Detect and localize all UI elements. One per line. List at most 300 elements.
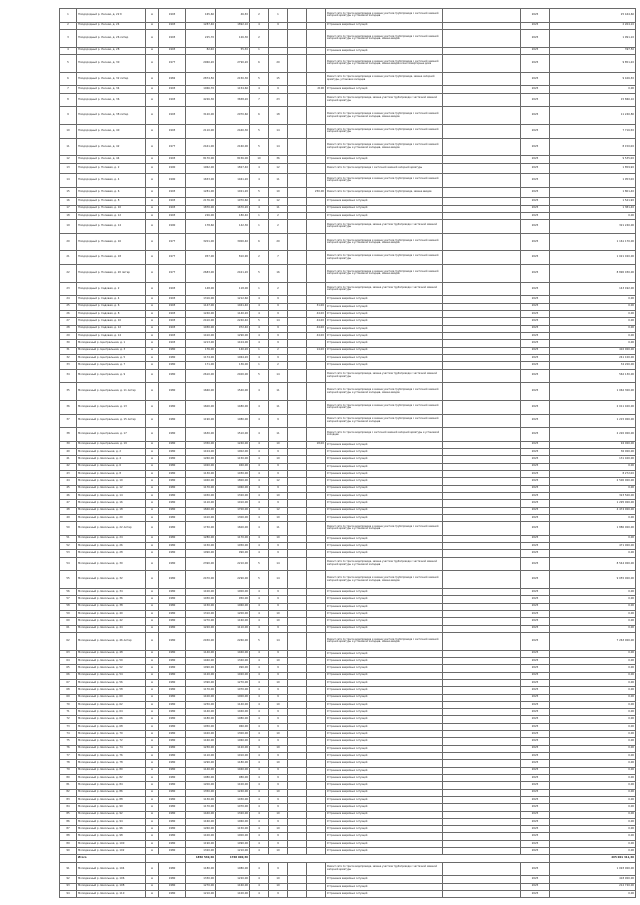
cell-no: 2 <box>60 22 77 29</box>
cell-len: 2450,00 <box>186 632 216 650</box>
cell-cost: 0,00 <box>550 774 636 781</box>
table-row <box>60 470 636 477</box>
cell-cost: 0,00 <box>550 610 636 617</box>
cell-d <box>307 205 326 212</box>
cell-blank <box>443 694 521 701</box>
cell-cost: 0,00 <box>550 303 636 310</box>
cell-len: 1080,00 <box>186 774 216 781</box>
cell-desc: Ремонт сети по трассе водопровода и замене участков трубопровода с частичной заменой запорной арматуры и установкой колодцев <box>326 414 443 428</box>
cell-b: 10 <box>269 745 288 752</box>
cell-name: Молодежный р. Центральная, д. 7 <box>77 362 146 369</box>
cell-b: 9 <box>269 796 288 803</box>
cell-c <box>288 383 307 401</box>
cell-cost: 36 000,00 <box>550 449 636 456</box>
cell-b: 10 <box>269 760 288 767</box>
cell-no: 38 <box>60 428 77 442</box>
cell-d <box>307 753 326 760</box>
cell-a: 4 <box>250 456 269 463</box>
cell-desc: Устранение аварийных ситуаций <box>326 543 443 550</box>
cell-desc: Ремонт сети по трассе водопровода и замене участков трубопровода с частичной заменой запорной арматуры <box>326 125 443 139</box>
cell-d <box>307 156 326 163</box>
cell-b: 9 <box>269 840 288 847</box>
cell-a: 4 <box>250 603 269 610</box>
cell-a: 4 <box>250 618 269 625</box>
cell-b: 11 <box>269 205 288 212</box>
cell-len: 2874,50 <box>186 72 216 86</box>
cell-cost: 1 161 170,00 <box>550 233 636 251</box>
table-row <box>60 325 636 332</box>
cell-unit: м <box>146 333 159 340</box>
cell-vol: 1480,00 <box>216 400 250 414</box>
cell-cost: 0,00 <box>550 463 636 470</box>
cell-cost: 0,00 <box>550 687 636 694</box>
cell-desc: Устранение аварийных ситуаций <box>326 890 443 897</box>
cell-unit: м <box>146 618 159 625</box>
table-row <box>60 804 636 811</box>
cell-unit: м <box>146 187 159 197</box>
cell-a: 4 <box>250 311 269 318</box>
cell-no: 42 <box>60 463 77 470</box>
cell-blank <box>443 93 521 107</box>
cell-desc: Устранение аварийных ситуаций <box>326 687 443 694</box>
cell-no: 57 <box>60 596 77 603</box>
cell-d: 44,00 <box>307 311 326 318</box>
cell-no: 4 <box>60 47 77 54</box>
cell-blank <box>443 163 521 173</box>
cell-a: 4 <box>250 848 269 855</box>
cell-no: 70 <box>60 701 77 708</box>
cell-vol: 1040,00 <box>216 650 250 657</box>
cell-d <box>307 354 326 361</box>
cell-yr2: 2025 <box>521 500 550 507</box>
cell-desc: Устранение аварийных ситуаций <box>326 303 443 310</box>
cell-blank <box>443 811 521 818</box>
cell-a: 4 <box>250 522 269 536</box>
cell-yr2: 2025 <box>521 303 550 310</box>
cell-year: 1980 <box>159 665 186 672</box>
cell-desc: Устранение аварийных ситуаций <box>326 507 443 514</box>
cell-len: 1210,00 <box>186 890 216 897</box>
cell-blank <box>443 782 521 789</box>
cell-vol: 1070,00 <box>216 687 250 694</box>
cell-vol: 142,30 <box>216 220 250 234</box>
cell-b: 9 <box>269 463 288 470</box>
cell-unit: м <box>146 890 159 897</box>
cell-d: 31,00 <box>307 303 326 310</box>
cell-c <box>288 876 307 883</box>
table-row <box>60 441 636 448</box>
cell-a: 4 <box>250 163 269 173</box>
cell-a: 4 <box>250 205 269 212</box>
cell-cost: 1 215 000,00 <box>550 414 636 428</box>
cell-no: 41 <box>60 456 77 463</box>
cell-cost: 0,00 <box>550 782 636 789</box>
table-row <box>60 333 636 340</box>
cell-desc: Устранение аварийных ситуаций <box>326 818 443 825</box>
cell-yr2: 2025 <box>521 625 550 632</box>
cell-a: 4 <box>250 650 269 657</box>
cell-unit: м <box>146 543 159 550</box>
cell-c <box>288 47 307 54</box>
cell-len: 4226,30 <box>186 93 216 107</box>
cell-blank <box>443 347 521 354</box>
cell-len: 1840,00 <box>186 507 216 514</box>
cell-cost: 0,00 <box>550 789 636 796</box>
cell-vol: 1200,00 <box>216 610 250 617</box>
cell-desc: Устранение аварийных ситуаций <box>326 745 443 752</box>
cell-cost: 0,00 <box>550 212 636 219</box>
table-row <box>60 296 636 303</box>
cell-no: 76 <box>60 745 77 752</box>
cell-a: 1 <box>250 220 269 234</box>
cell-no: 33 <box>60 362 77 369</box>
cell-yr2: 2025 <box>521 716 550 723</box>
cell-unit: м <box>146 282 159 296</box>
cell-desc: Устранение аварийных ситуаций <box>326 767 443 774</box>
cell-a: 6 <box>250 233 269 251</box>
table-row <box>60 753 636 760</box>
cell-d <box>307 883 326 890</box>
cell-len: 1100,00 <box>186 694 216 701</box>
cell-name: Молодежный р. Школьная, д. 38 <box>77 603 146 610</box>
cell-b: 11 <box>269 174 288 188</box>
cell-vol: 1240,00 <box>216 441 250 448</box>
cell-yr2: 2025 <box>521 220 550 234</box>
cell-len: 1020,00 <box>186 463 216 470</box>
cell-name: Молодежный р. Центральная, д. 17 <box>77 428 146 442</box>
cell-year: 1977 <box>159 233 186 251</box>
cell-cost: 0,00 <box>550 333 636 340</box>
cell-no: 61 <box>60 625 77 632</box>
cell-vol: 1041,40 <box>216 303 250 310</box>
cell-year: 1980 <box>159 463 186 470</box>
cell-a: 4 <box>250 709 269 716</box>
cell-name: Плодородный р. Полевая, д. 14 <box>77 220 146 234</box>
cell-desc: Ремонт сети по трассе водопровода и замене участков трубопровода с частичной заменой запорной арматуры и установкой колодцев, замена вводов <box>326 571 443 589</box>
cell-d <box>307 478 326 485</box>
cell-cost: 2 264,10 <box>550 22 636 29</box>
cell-name: Молодежный р. Школьная, д. 10 <box>77 478 146 485</box>
cell-a: 4 <box>250 535 269 542</box>
cell-b: 10 <box>269 731 288 738</box>
cell-blank <box>443 818 521 825</box>
cell-yr2: 2025 <box>521 571 550 589</box>
cell-cost: 1 801,40 <box>550 187 636 197</box>
total-label: Итого <box>77 855 146 862</box>
cell-b: 9 <box>269 470 288 477</box>
cell-no: 7 <box>60 86 77 93</box>
cell-unit: м <box>146 753 159 760</box>
cell-yr2: 2025 <box>521 679 550 686</box>
cell-len: 1150,00 <box>186 543 216 550</box>
cell-c <box>288 804 307 811</box>
cell-cost: 0,00 <box>550 767 636 774</box>
cell-no: 75 <box>60 738 77 745</box>
cell-unit: м <box>146 383 159 401</box>
cell-a: 4 <box>250 610 269 617</box>
cell-cost: 1 381,40 <box>550 205 636 212</box>
cell-yr2: 2025 <box>521 804 550 811</box>
cell-desc: Устранение аварийных ситуаций <box>326 625 443 632</box>
table-row <box>60 782 636 789</box>
cell-b: 14 <box>269 632 288 650</box>
cell-b: 9 <box>269 340 288 347</box>
cell-c <box>288 767 307 774</box>
cell-vol: 1104,00 <box>216 340 250 347</box>
cell-d <box>307 804 326 811</box>
cell-d <box>307 694 326 701</box>
cell-desc: Ремонт сети по трассе водопровода и замене участков трубопровода с частичной заменой запорной арматуры и установкой колодцев, замена вводов <box>326 138 443 156</box>
cell-unit: м <box>146 514 159 521</box>
cell-yr2: 2025 <box>521 665 550 672</box>
cell-unit: м <box>146 603 159 610</box>
cell-b: 11 <box>269 400 288 414</box>
cell-len: 1220,00 <box>186 625 216 632</box>
table-row <box>60 709 636 716</box>
cell-blank <box>443 507 521 514</box>
cell-yr2: 2025 <box>521 400 550 414</box>
cell-len: 1260,00 <box>186 456 216 463</box>
cell-a: 2 <box>250 251 269 265</box>
cell-a: 4 <box>250 507 269 514</box>
cell-blank <box>443 500 521 507</box>
cell-year: 1980 <box>159 811 186 818</box>
cell-vol: 1000,00 <box>216 589 250 596</box>
cell-no: 86 <box>60 818 77 825</box>
cell-vol: 1160,00 <box>216 883 250 890</box>
cell-cost: 7 716,50 <box>550 125 636 139</box>
cell-unit: м <box>146 198 159 205</box>
cell-d <box>307 72 326 86</box>
cell-name: Молодежный р. Школьная, д. 70 <box>77 731 146 738</box>
cell-no: 48 <box>60 507 77 514</box>
cell-len: 1287,40 <box>186 22 216 29</box>
cell-desc: Устранение аварийных ситуаций <box>326 205 443 212</box>
cell-d <box>307 107 326 125</box>
cell-cost: 1 953,00 <box>550 174 636 188</box>
cell-cost: 397,50 <box>550 47 636 54</box>
cell-year: 1980 <box>159 428 186 442</box>
cell-len: 1030,00 <box>186 596 216 603</box>
cell-a: 6 <box>250 54 269 72</box>
cell-year: 1980 <box>159 400 186 414</box>
cell-unit: м <box>146 774 159 781</box>
cell-no: 11 <box>60 138 77 156</box>
cell-vol: 980,00 <box>216 774 250 781</box>
cell-len: 2470,00 <box>186 571 216 589</box>
cell-desc: Устранение аварийных ситуаций <box>326 610 443 617</box>
cell-a: 5 <box>250 138 269 156</box>
cell-b: 14 <box>269 138 288 156</box>
cell-a: 4 <box>250 589 269 596</box>
cell-cost: 0,00 <box>550 672 636 679</box>
cell-name: Молодежный р. Центральная, д. 3 <box>77 347 146 354</box>
cell-no: 53 <box>60 550 77 557</box>
cell-vol: 1290,00 <box>216 333 250 340</box>
cell-desc: Ремонт сети по трассе водопровода и замене участков трубопровода с частичной заменой запорной арматуры и установкой колодцев, замена вводов <box>326 29 443 47</box>
cell-c <box>288 303 307 310</box>
cell-no: 49 <box>60 514 77 521</box>
cell-no: 60 <box>60 618 77 625</box>
table-row <box>60 514 636 521</box>
cell-vol: 1300,00 <box>216 731 250 738</box>
cell-unit: м <box>146 9 159 23</box>
cell-blank <box>443 463 521 470</box>
cell-year: 1980 <box>159 883 186 890</box>
cell-c <box>288 782 307 789</box>
cell-year: 1993 <box>159 107 186 125</box>
cell-name: Молодежный р. Школьная, д. 36 <box>77 596 146 603</box>
cell-vol: 1010,00 <box>216 500 250 507</box>
cell-desc: Устранение аварийных ситуаций <box>326 760 443 767</box>
cell-unit: м <box>146 470 159 477</box>
cell-len: 1410,00 <box>186 333 216 340</box>
cell-no: 43 <box>60 470 77 477</box>
cell-year: 1980 <box>159 672 186 679</box>
cell-unit: м <box>146 212 159 219</box>
cell-no: 51 <box>60 535 77 542</box>
cell-desc: Устранение аварийных ситуаций <box>326 753 443 760</box>
cell-d <box>307 383 326 401</box>
cell-desc: Устранение аварийных ситуаций <box>326 826 443 833</box>
cell-blank <box>443 311 521 318</box>
cell-desc: Ремонт сети по трассе водопровода, замена участков трубопровода с частичной заменой запорной арматуры <box>326 93 443 107</box>
total-row <box>60 855 636 862</box>
cell-len: 1280,00 <box>186 535 216 542</box>
cell-year: 1980 <box>159 745 186 752</box>
cell-year: 1977 <box>159 54 186 72</box>
cell-a: 10 <box>250 156 269 163</box>
cell-d: 44,00 <box>307 325 326 332</box>
cell-yr2: 2025 <box>521 550 550 557</box>
cell-name: Молодежный р. Центральная, д. 5 <box>77 354 146 361</box>
table-row <box>60 492 636 499</box>
cell-b: 9 <box>269 650 288 657</box>
cell-d <box>307 818 326 825</box>
cell-desc: Устранение аварийных ситуаций <box>326 782 443 789</box>
cell-blank <box>443 383 521 401</box>
cell-blank <box>443 625 521 632</box>
table-row <box>60 535 636 542</box>
cell-b: 9 <box>269 354 288 361</box>
cell-cost: 7 263 000,00 <box>550 632 636 650</box>
cell-no: 50 <box>60 522 77 536</box>
cell-unit: м <box>146 632 159 650</box>
cell-desc: Устранение аварийных ситуаций <box>326 833 443 840</box>
cell-desc: Устранение аварийных ситуаций <box>326 665 443 672</box>
cell-desc: Устранение аварийных ситуаций <box>326 47 443 54</box>
cell-desc: Ремонт сети по трассе водопровода и замене участков трубопровода с частичной заменой запорной арматуры и установкой колодцев, замена вводов в многоквартирные дома <box>326 54 443 72</box>
cell-c <box>288 233 307 251</box>
cell-year: 1980 <box>159 694 186 701</box>
cell-blank <box>443 535 521 542</box>
cell-d <box>307 29 326 47</box>
cell-yr2: 2025 <box>521 745 550 752</box>
cell-blank <box>443 826 521 833</box>
cell-a: 4 <box>250 679 269 686</box>
cell-a: 4 <box>250 174 269 188</box>
cell-yr2: 2025 <box>521 796 550 803</box>
cell-cost: 0,00 <box>550 848 636 855</box>
cell-vol: 1080,00 <box>216 716 250 723</box>
cell-len: 2683,00 <box>186 265 216 283</box>
cell-d <box>307 550 326 557</box>
cell-yr2: 2025 <box>521 125 550 139</box>
cell-cost: 562 130,00 <box>550 369 636 383</box>
cell-cost: 0,00 <box>550 833 636 840</box>
cell-yr2: 2025 <box>521 347 550 354</box>
cell-len: 1730,00 <box>186 522 216 536</box>
table-row <box>60 318 636 325</box>
cell-cost: 2 011 400,00 <box>550 400 636 414</box>
cell-yr2: 2025 <box>521 198 550 205</box>
cell-b: 10 <box>269 679 288 686</box>
cell-d <box>307 514 326 521</box>
cell-len: 148,00 <box>186 282 216 296</box>
cell-blank <box>443 174 521 188</box>
cell-yr2: 2025 <box>521 522 550 536</box>
cell-c <box>288 333 307 340</box>
cell-c <box>288 492 307 499</box>
table-row <box>60 625 636 632</box>
cell-a: 4 <box>250 198 269 205</box>
cell-name: Молодежный р. Школьная, д. 14 <box>77 492 146 499</box>
cell-c <box>288 156 307 163</box>
cell-c <box>288 354 307 361</box>
cell-c <box>288 833 307 840</box>
cell-c <box>288 632 307 650</box>
cell-no: 92 <box>60 876 77 883</box>
cell-len: 1190,00 <box>186 414 216 428</box>
cell-len: 1190,00 <box>186 840 216 847</box>
cell-desc: Устранение аварийных ситуаций <box>326 774 443 781</box>
cell-d <box>307 296 326 303</box>
table-row <box>60 347 636 354</box>
cell-vol: 990,00 <box>216 665 250 672</box>
cell-name: Плодородный р. Полевая, д. 12 <box>77 212 146 219</box>
cell-unit: м <box>146 596 159 603</box>
cell-blank <box>443 883 521 890</box>
cell-unit: м <box>146 400 159 414</box>
cell-unit: м <box>146 205 159 212</box>
cell-b: 9 <box>269 589 288 596</box>
cell-b: 9 <box>269 782 288 789</box>
cell-len: 1180,00 <box>186 862 216 876</box>
cell-desc: Устранение аварийных ситуаций <box>326 694 443 701</box>
cell-no: 39 <box>60 441 77 448</box>
cell-a: 4 <box>250 22 269 29</box>
cell-year: 1980 <box>159 571 186 589</box>
cell-desc: Устранение аварийных ситуаций <box>326 535 443 542</box>
cell-yr2: 2025 <box>521 456 550 463</box>
cell-c <box>288 441 307 448</box>
cell-len: 1320,00 <box>186 848 216 855</box>
cell-c <box>288 709 307 716</box>
cell-no: 82 <box>60 789 77 796</box>
cell-a: 4 <box>250 500 269 507</box>
cell-no: 3 <box>60 29 77 47</box>
cell-blank <box>443 550 521 557</box>
table-row <box>60 550 636 557</box>
cell-unit: м <box>146 125 159 139</box>
cell-d <box>307 738 326 745</box>
cell-vol: 1270,00 <box>216 679 250 686</box>
cell-yr2: 2025 <box>521 650 550 657</box>
cell-b: 18 <box>269 107 288 125</box>
cell-name: Молодежный р. Школьная, д. 68 <box>77 723 146 730</box>
cell-year: 1980 <box>159 478 186 485</box>
cell-blank <box>443 54 521 72</box>
